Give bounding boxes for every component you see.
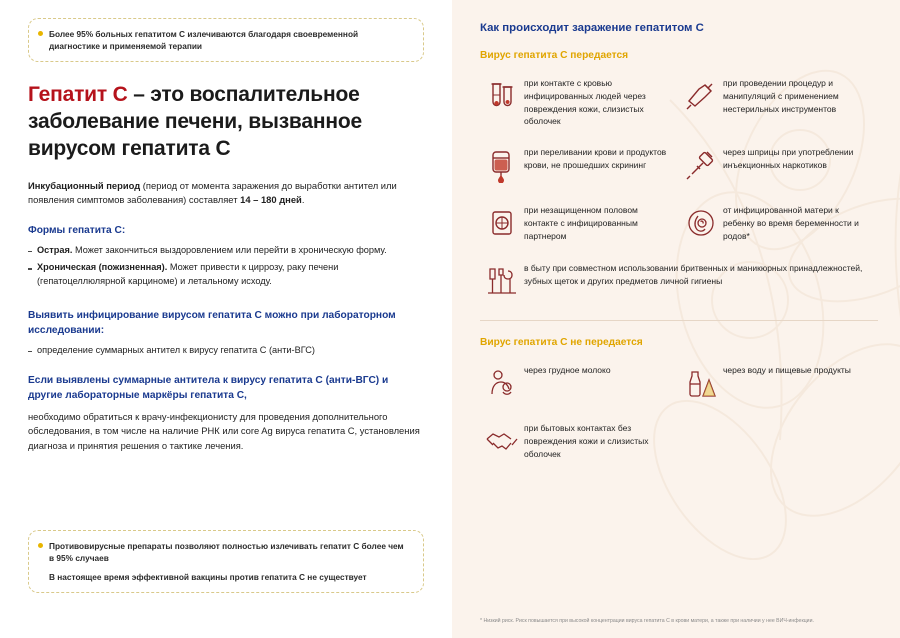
breastfeeding-icon [480,362,524,404]
page-title-accent: Гепатит С [28,83,128,107]
incubation-value: 14 – 180 дней [240,194,302,206]
form-chronic-text: Может привести к циррозу, раку печени (гепатоцеллюлярной карциноме) и летальному исходу. [37,262,339,287]
right-title: Как происходит заражение гепатитом С [480,22,704,34]
transmission-item [679,144,878,186]
transmission-text: через шприцы при употреблении инъекционных наркотиков [723,147,854,170]
not-transmitted-grid [480,362,878,478]
list-item [28,244,424,258]
bottom-callout [28,530,424,593]
section-divider [480,320,878,321]
condom-icon [480,202,524,244]
forms-heading: Формы гепатита С: [28,224,126,236]
tattoo-machine-icon [679,75,723,117]
bottom-callout-line-2: В настоящее время эффективной вакцины против гепатита С не существует [49,571,367,582]
non-transmission-text: через грудное молоко [524,365,611,375]
form-acute-label: Острая. [37,244,73,255]
transmitted-grid [480,75,878,318]
incubation-lead: Инкубационный период [28,179,141,191]
page-title [28,82,424,163]
top-callout-text: Более 95% больных гепатитом С излечиваются благодаря своевременной диагностике и применяемой терапии [49,29,359,52]
transmission-item [480,260,878,302]
transmission-item [480,144,679,186]
non-transmission-text: при бытовых контактах без повреждения кожи и слизистых оболочек [524,423,649,459]
forms-list [28,244,424,289]
transmission-text: при проведении процедур и манипуляций с применением нестерильных инструментов [723,78,839,114]
bullet-dot-icon [38,31,43,36]
transmitted-heading: Вирус гепатита С передается [480,50,629,61]
right-column [452,0,900,638]
syringe-icon [679,144,723,186]
transmission-text: при переливании крови и продуктов крови, не прошедших скрининг [524,147,667,170]
form-chronic-label: Хроническая (пожизненная). [37,262,168,273]
list-item: определение суммарных антител к вирусу гепатита С (анти-ВГС) [28,344,424,358]
form-acute-text: Может закончиться выздоровлением или перейти в хроническую форму. [72,244,387,255]
blood-bag-icon [480,144,524,186]
incubation-block [28,179,424,208]
top-callout [28,18,424,62]
transmission-item [679,75,878,128]
page-title-rest: – это воспалительное заболевание печени, вызванное вирусом гепатита С [28,83,362,160]
if-detected-heading: Если выявлены суммарные антитела к вирусу гепатита С (анти-ВГС) и другие лабораторные маркёры гепатита С, [28,375,389,402]
incubation-paragraph [28,179,424,208]
if-detected-text: необходимо обратиться к врачу-инфекционисту для проведения дополнительного обследования, в том числе на наличие РНК или core Ag вируса гепатита С, установления диагноза и принятия решения о тактике лечения. [28,410,420,452]
transmission-item [480,202,679,244]
transmission-text: от инфицированной матери к ребенку во время беременности и родов* [723,205,859,241]
detection-heading: Выявить инфицирование вирусом гепатита С можно при лабораторном исследовании: [28,309,396,336]
transmission-item [480,75,679,128]
footnote: * Низкий риск. Риск повышается при высокой концентрации вируса гепатита С в крови матери, а также при наличии у нее ВИЧ-инфекции. [480,618,814,625]
razor-toothbrush-icon [480,260,524,302]
bullet-dot-icon [38,543,43,548]
incubation-mid: (период от момента заражения до выработки антител или появления симптомов заболевания) составляет [28,179,397,206]
not-transmitted-heading: Вирус гепатита С не передается [480,337,643,348]
non-transmission-item [679,362,878,404]
transmission-text: в быту при совместном использовании бритвенных и маникюрных принадлежностей, зубных щеток и других предметов личной гигиены [524,263,863,286]
non-transmission-text: через воду и пищевые продукты [723,365,851,375]
bottom-callout-line-1: Противовирусные препараты позволяют полностью излечивать гепатит С более чем в 95% случаев [49,540,404,563]
non-transmission-item [480,420,679,462]
transmission-item [679,202,878,244]
handshake-icon [480,420,524,462]
transmission-text: при незащищенном половом контакте с инфицированным партнером [524,205,638,241]
non-transmission-item [480,362,679,404]
pregnant-woman-icon [679,202,723,244]
detection-list [28,344,424,358]
incubation-tail: . [301,194,305,206]
transmission-text: при контакте с кровью инфицированных людей через повреждения кожи, слизистых оболочек [524,78,646,127]
list-item [28,261,424,289]
water-food-icon [679,362,723,404]
blood-tubes-icon [480,75,524,117]
